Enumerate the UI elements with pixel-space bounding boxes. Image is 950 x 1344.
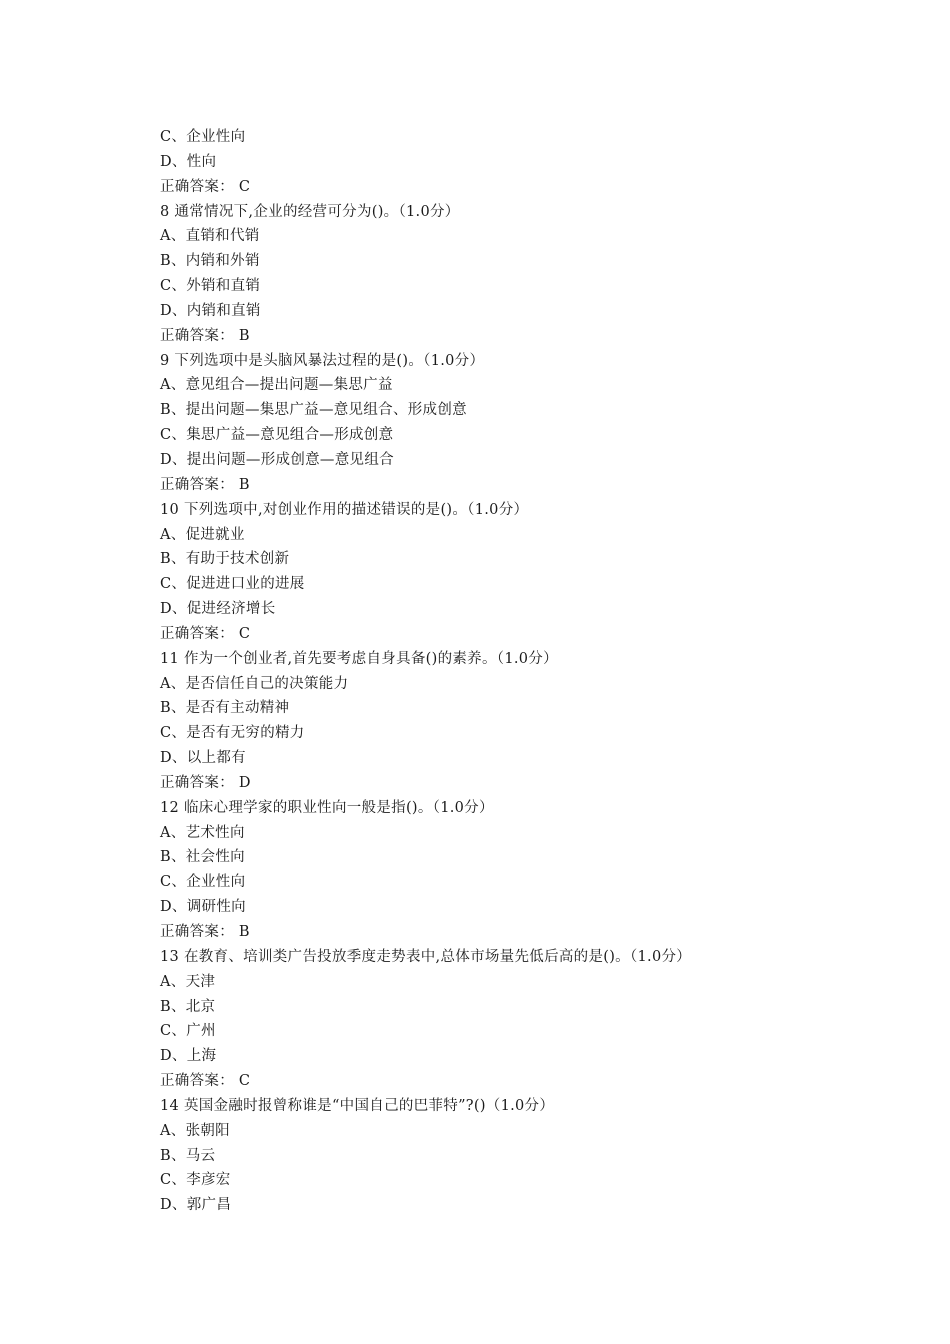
document-page — [160, 125, 920, 1218]
option-line: C、促进进口业的进展 — [160, 576, 305, 593]
question-line: 12 临床心理学家的职业性向一般是指()。（1.0分） — [160, 799, 494, 816]
option-line: D、内销和直销 — [160, 302, 261, 319]
answer-line: 正确答案： C — [160, 178, 251, 195]
option-line: A、促进就业 — [160, 526, 245, 543]
option-line: C、李彦宏 — [160, 1172, 231, 1189]
option-line: A、直销和代销 — [160, 228, 260, 245]
option-line: A、天津 — [160, 973, 216, 990]
question-line: 14 英国金融时报曾称谁是“中国自己的巴菲特”?()（1.0分） — [160, 1097, 555, 1114]
question-line: 8 通常情况下,企业的经营可分为()。（1.0分） — [160, 203, 460, 220]
option-line: A、是否信任自己的决策能力 — [160, 675, 349, 692]
option-line: A、张朝阳 — [160, 1122, 230, 1139]
option-line: C、集思广益—意见组合—形成创意 — [160, 427, 394, 444]
answer-line: 正确答案： B — [160, 327, 250, 344]
option-line: C、外销和直销 — [160, 278, 261, 295]
option-line: B、是否有主动精神 — [160, 700, 290, 717]
option-line: D、调研性向 — [160, 899, 246, 916]
option-line: C、企业性向 — [160, 874, 246, 891]
option-line: B、内销和外销 — [160, 253, 260, 270]
question-line: 13 在教育、培训类广告投放季度走势表中,总体市场量先低后高的是()。（1.0分） — [160, 948, 692, 965]
answer-line: 正确答案： C — [160, 625, 251, 642]
question-line: 9 下列选项中是头脑风暴法过程的是()。（1.0分） — [160, 352, 485, 369]
option-line: C、广州 — [160, 1023, 216, 1040]
option-line: C、企业性向 — [160, 129, 246, 145]
option-line: B、有助于技术创新 — [160, 551, 290, 568]
answer-line: 正确答案： C — [160, 1073, 251, 1090]
option-line: D、上海 — [160, 1048, 217, 1065]
option-line: B、北京 — [160, 998, 216, 1015]
option-line: C、是否有无穷的精力 — [160, 725, 305, 742]
option-line: B、马云 — [160, 1147, 216, 1164]
question-line: 11 作为一个创业者,首先要考虑自身具备()的素养。（1.0分） — [160, 650, 558, 667]
answer-line: 正确答案： B — [160, 476, 250, 493]
option-line: B、提出问题—集思广益—意见组合、形成创意 — [160, 402, 467, 419]
option-line: D、郭广昌 — [160, 1197, 232, 1214]
option-line: D、以上都有 — [160, 750, 246, 767]
answer-line: 正确答案： D — [160, 774, 251, 791]
question-line: 10 下列选项中,对创业作用的描述错误的是()。（1.0分） — [160, 501, 529, 518]
option-line: D、提出问题—形成创意—意见组合 — [160, 451, 394, 468]
answer-line: 正确答案： B — [160, 924, 250, 940]
option-line: A、艺术性向 — [160, 824, 245, 841]
option-line: D、促进经济增长 — [160, 601, 276, 618]
option-line: B、社会性向 — [160, 849, 245, 866]
option-line: D、性向 — [160, 153, 217, 170]
option-line: A、意见组合—提出问题—集思广益 — [160, 377, 393, 394]
